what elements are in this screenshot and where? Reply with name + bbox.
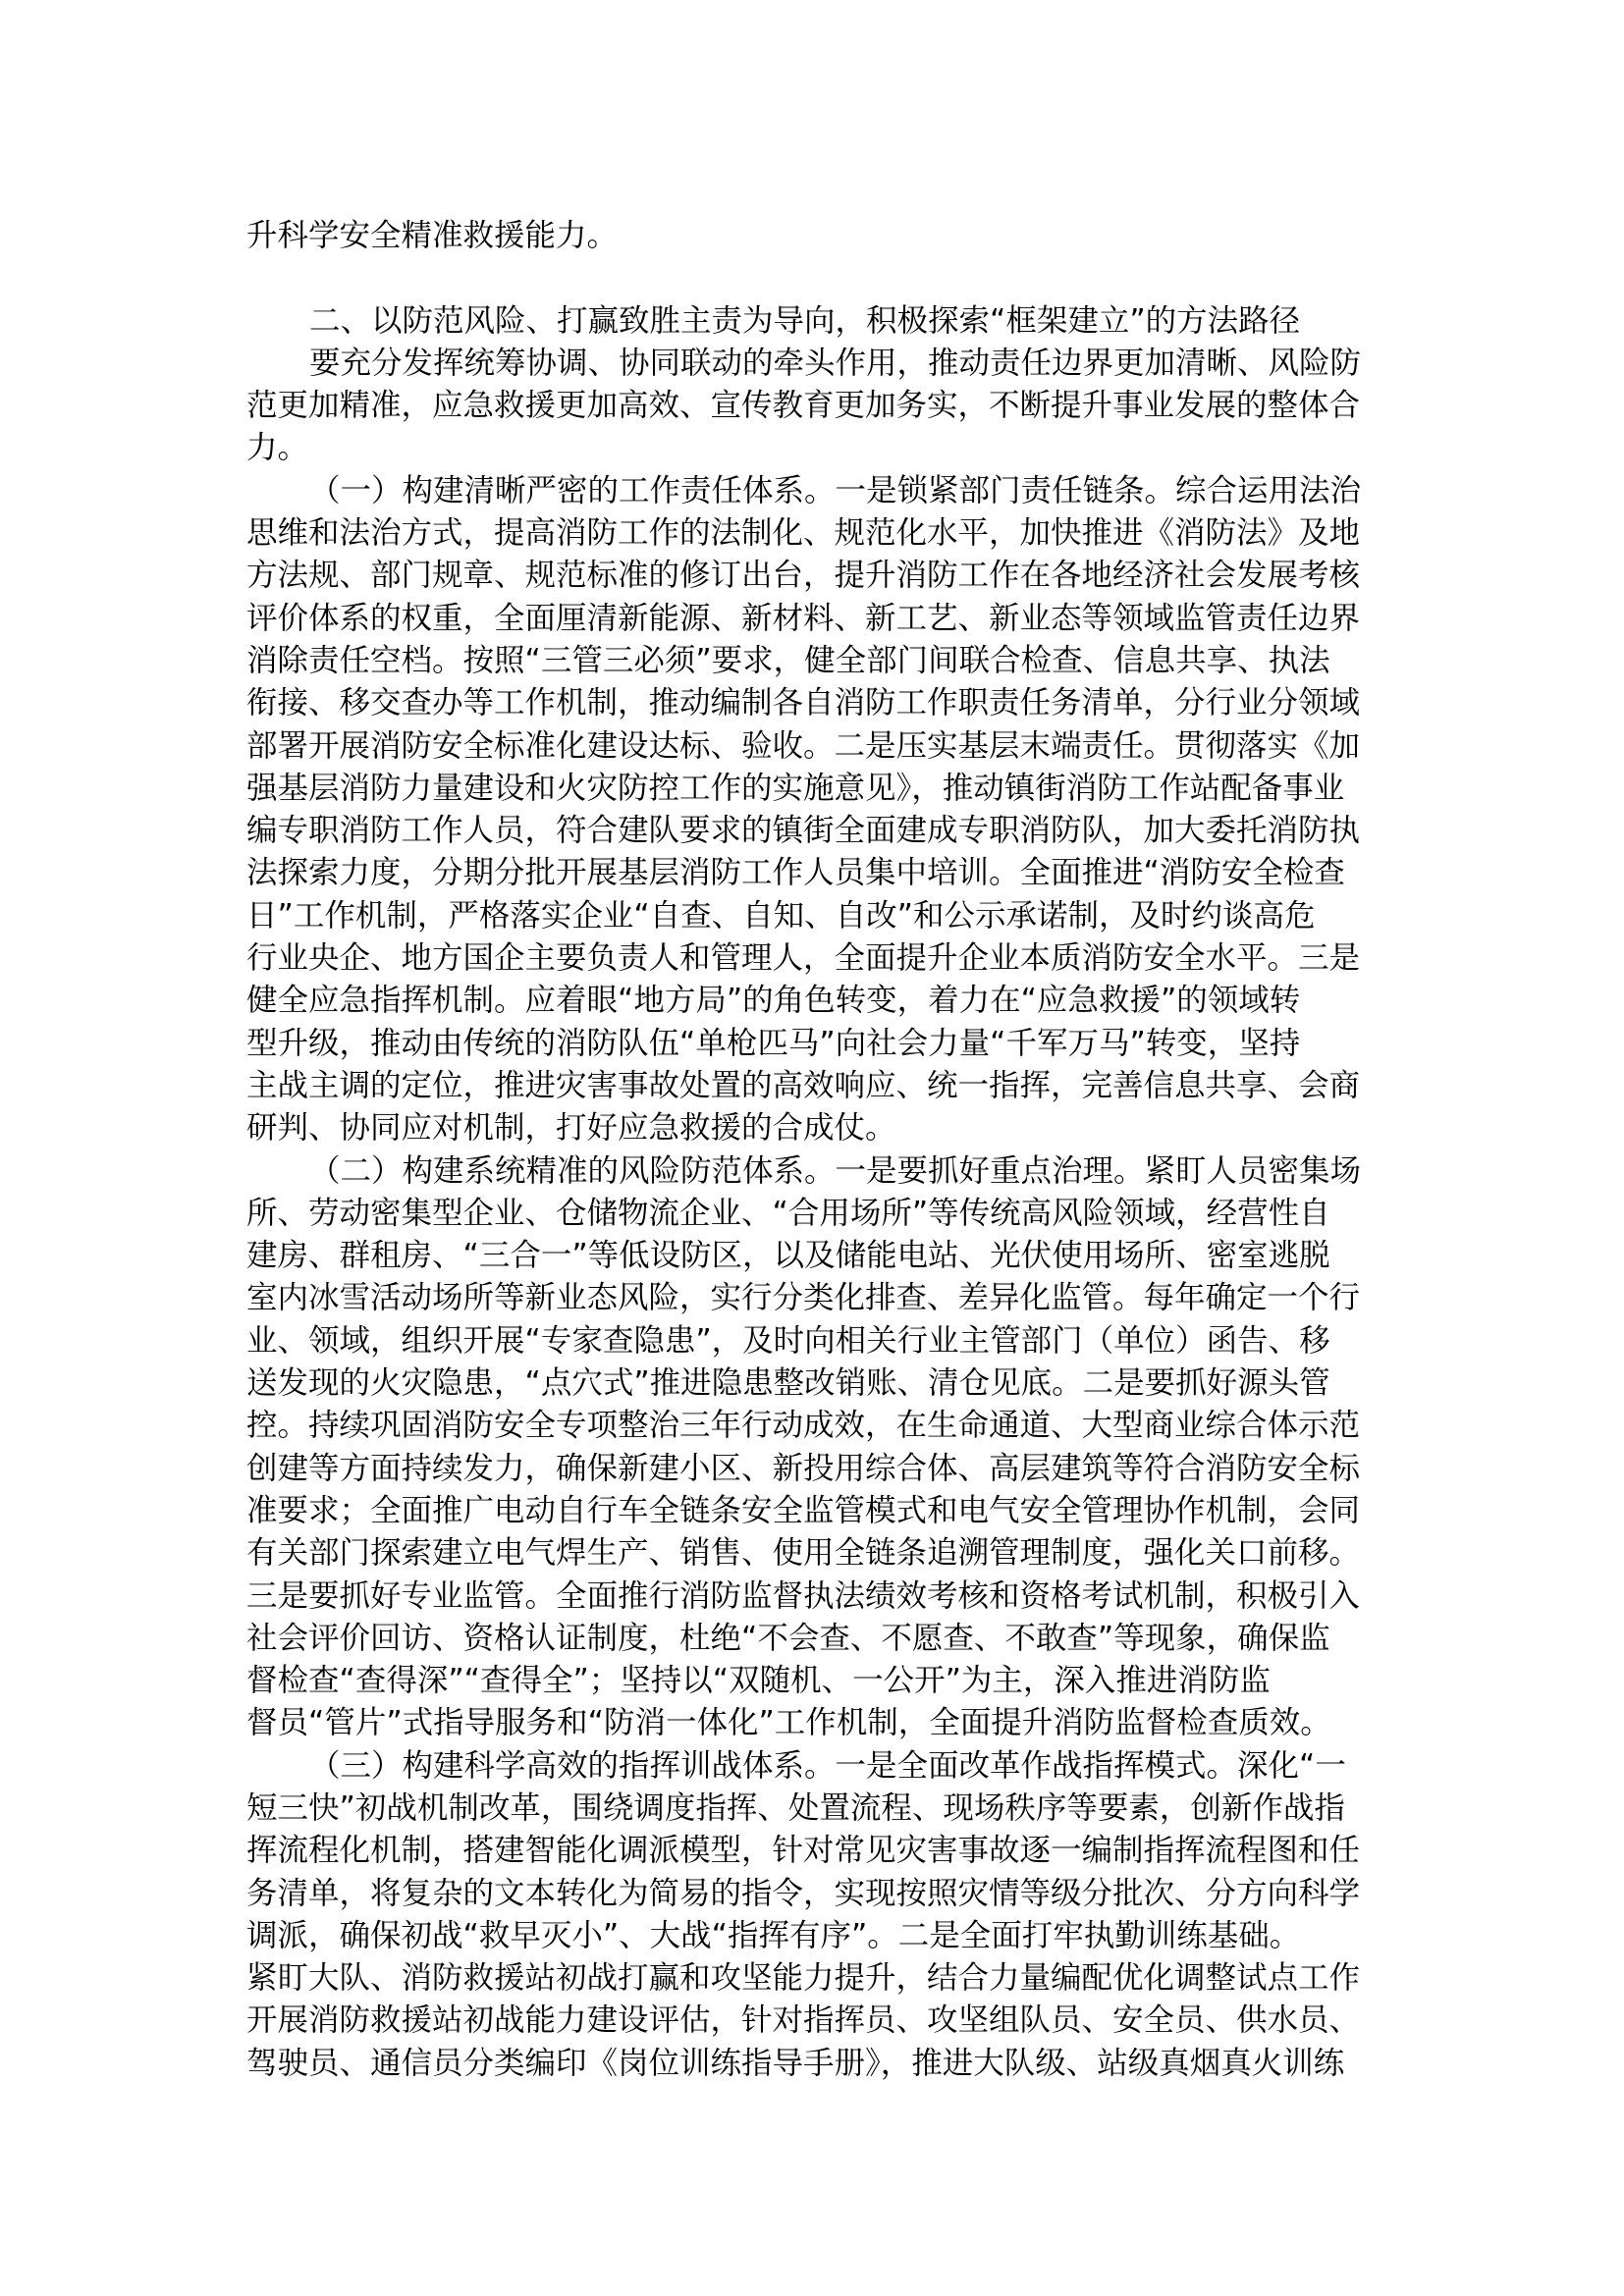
- text-line: 研判、协同应对机制，打好应急救援的合成仗。: [246, 1110, 896, 1147]
- blank-line: [246, 257, 1378, 299]
- text-line: 升科学安全精准救援能力。: [246, 218, 619, 253]
- section-intro-paragraph: [246, 343, 1378, 470]
- text-line: 室内冰雪活动场所等新业态风险，实行分类化排查、差异化监管。每年确定一个行: [246, 1280, 1361, 1316]
- text-line: 型升级，推动由传统的消防队伍“单枪匹马”向社会力量“千军万马”转变，坚持: [246, 1025, 1301, 1061]
- text-line: 部署开展消防安全标准化建设达标、验收。二是压实基层末端责任。贯彻落实《加: [246, 727, 1361, 764]
- text-line: 所、劳动密集型企业、仓储物流企业、“合用场所”等传统高风险领域，经营性自: [246, 1195, 1330, 1231]
- text-line: 消除责任空档。按照“三管三必须”要求，健全部门间联合检查、信息共享、执法: [246, 642, 1330, 678]
- paragraph-risk-prevention-system: [246, 1150, 1378, 1745]
- text-line: 评价体系的权重，全面厘清新能源、新材料、新工艺、新业态等领域监管责任边界: [246, 600, 1361, 636]
- document-page: [246, 215, 1378, 2085]
- text-line: 业、领域，组织开展“专家查隐患”，及时向相关行业主管部门（单位）函告、移: [246, 1322, 1330, 1359]
- text-line: 准要求；全面推广电动自行车全链条安全监管模式和电气安全管理协作机制，会同: [246, 1492, 1361, 1528]
- text-line: 衔接、移交查办等工作机制，推动编制各自消防工作职责任务清单，分行业分领域: [246, 685, 1361, 721]
- text-line: 强基层消防力量建设和火灾防控工作的实施意见》，推动镇街消防工作站配备事业: [246, 770, 1345, 806]
- text-line: 督检查“查得深”“查得全”；坚持以“双随机、一公开”为主，深入推进消防监: [246, 1663, 1271, 1699]
- text-line: 要充分发挥统筹协调、协同联动的牵头作用，推动责任边界更加清晰、风险防: [309, 345, 1362, 381]
- text-line: 日”工作机制，严格落实企业“自查、自知、自改”和公示承诺制，及时约谈高危: [246, 897, 1316, 934]
- text-line: 建房、群租房、“三合一”等低设防区，以及储能电站、光伏使用场所、密室逃脱: [246, 1238, 1330, 1274]
- text-line: 短三快”初战机制改革，围绕调度指挥、处置流程、现场秩序等要素，创新作战指: [246, 1789, 1345, 1826]
- text-line: 健全应急指挥机制。应着眼“地方局”的角色转变，着力在“应急救援”的领域转: [246, 983, 1301, 1019]
- text-line: 调派，确保初战“救早灭小”、大战“指挥有序”。二是全面打牢执勤训练基础。: [246, 1917, 1301, 1953]
- text-line: 务清单，将复杂的文本转化为简易的指令，实现按照灾情等级分批次、分方向科学: [246, 1875, 1361, 1911]
- text-line: 创建等方面持续发力，确保新建小区、新投用综合体、高层建筑等符合消防安全标: [246, 1450, 1361, 1486]
- text-line: 开展消防救援站初战能力建设评估，针对指挥员、攻坚组队员、安全员、供水员、: [246, 2002, 1361, 2039]
- text-line: 编专职消防工作人员，符合建队要求的镇街全面建成专职消防队，加大委托消防执: [246, 813, 1361, 849]
- paragraph-command-training-system: [246, 1745, 1378, 2085]
- text-line: 送发现的火灾隐患，“点穴式”推进隐患整改销账、清仓见底。二是要抓好源头管: [246, 1365, 1330, 1402]
- intro-tail-paragraph: [246, 215, 1378, 257]
- text-line: 范更加精准，应急救援更加高效、宣传教育更加务实，不断提升事业发展的整体合: [246, 388, 1361, 424]
- text-line: 控。持续巩固消防安全专项整治三年行动成效，在生命通道、大型商业综合体示范: [246, 1408, 1361, 1444]
- paragraph-responsibility-system: [246, 470, 1378, 1150]
- text-line: 思维和法治方式，提高消防工作的法制化、规范化水平，加快推进《消防法》及地: [246, 515, 1361, 552]
- text-line: 方法规、部门规章、规范标准的修订出台，提升消防工作在各地经济社会发展考核: [246, 558, 1361, 594]
- text-line: 法探索力度，分期分批开展基层消防工作人员集中培训。全面推进“消防安全检查: [246, 855, 1345, 891]
- section-heading: 二、以防范风险、打赢致胜主责为导向，积极探索“框架建立”的方法路径: [309, 302, 1301, 339]
- text-line: （三）构建科学高效的指挥训战体系。一是全面改革作战指挥模式。深化“一: [309, 1747, 1346, 1784]
- text-line: 有关部门探索建立电气焊生产、销售、使用全链条追溯管理制度，强化关口前移。: [246, 1535, 1361, 1572]
- text-line: 督员“管片”式指导服务和“防消一体化”工作机制，全面提升消防监督检查质效。: [246, 1705, 1331, 1741]
- text-line: 行业央企、地方国企主要负责人和管理人，全面提升企业本质消防安全水平。三是: [246, 940, 1361, 977]
- text-line: 社会评价回访、资格认证制度，杜绝“不会查、不愿查、不敢查”等现象，确保监: [246, 1620, 1330, 1656]
- text-line: 紧盯大队、消防救援站初战打赢和攻坚能力提升，结合力量编配优化调整试点工作: [246, 1960, 1361, 1997]
- text-line: （一）构建清晰严密的工作责任体系。一是锁紧部门责任链条。综合运用法治: [309, 472, 1362, 508]
- text-line: 力。: [246, 430, 309, 466]
- text-line: 挥流程化机制，搭建智能化调派模型，针对常见灾害事故逐一编制指挥流程图和任: [246, 1833, 1361, 1869]
- text-line: 驾驶员、通信员分类编印《岗位训练指导手册》，推进大队级、站级真烟真火训练: [246, 2045, 1345, 2081]
- text-line: 主战主调的定位，推进灾害事故处置的高效响应、统一指挥，完善信息共享、会商: [246, 1067, 1361, 1103]
- text-line: （二）构建系统精准的风险防范体系。一是要抓好重点治理。紧盯人员密集场: [309, 1152, 1362, 1189]
- text-line: 三是要抓好专业监管。全面推行消防监督执法绩效考核和资格考试机制，积极引入: [246, 1577, 1361, 1614]
